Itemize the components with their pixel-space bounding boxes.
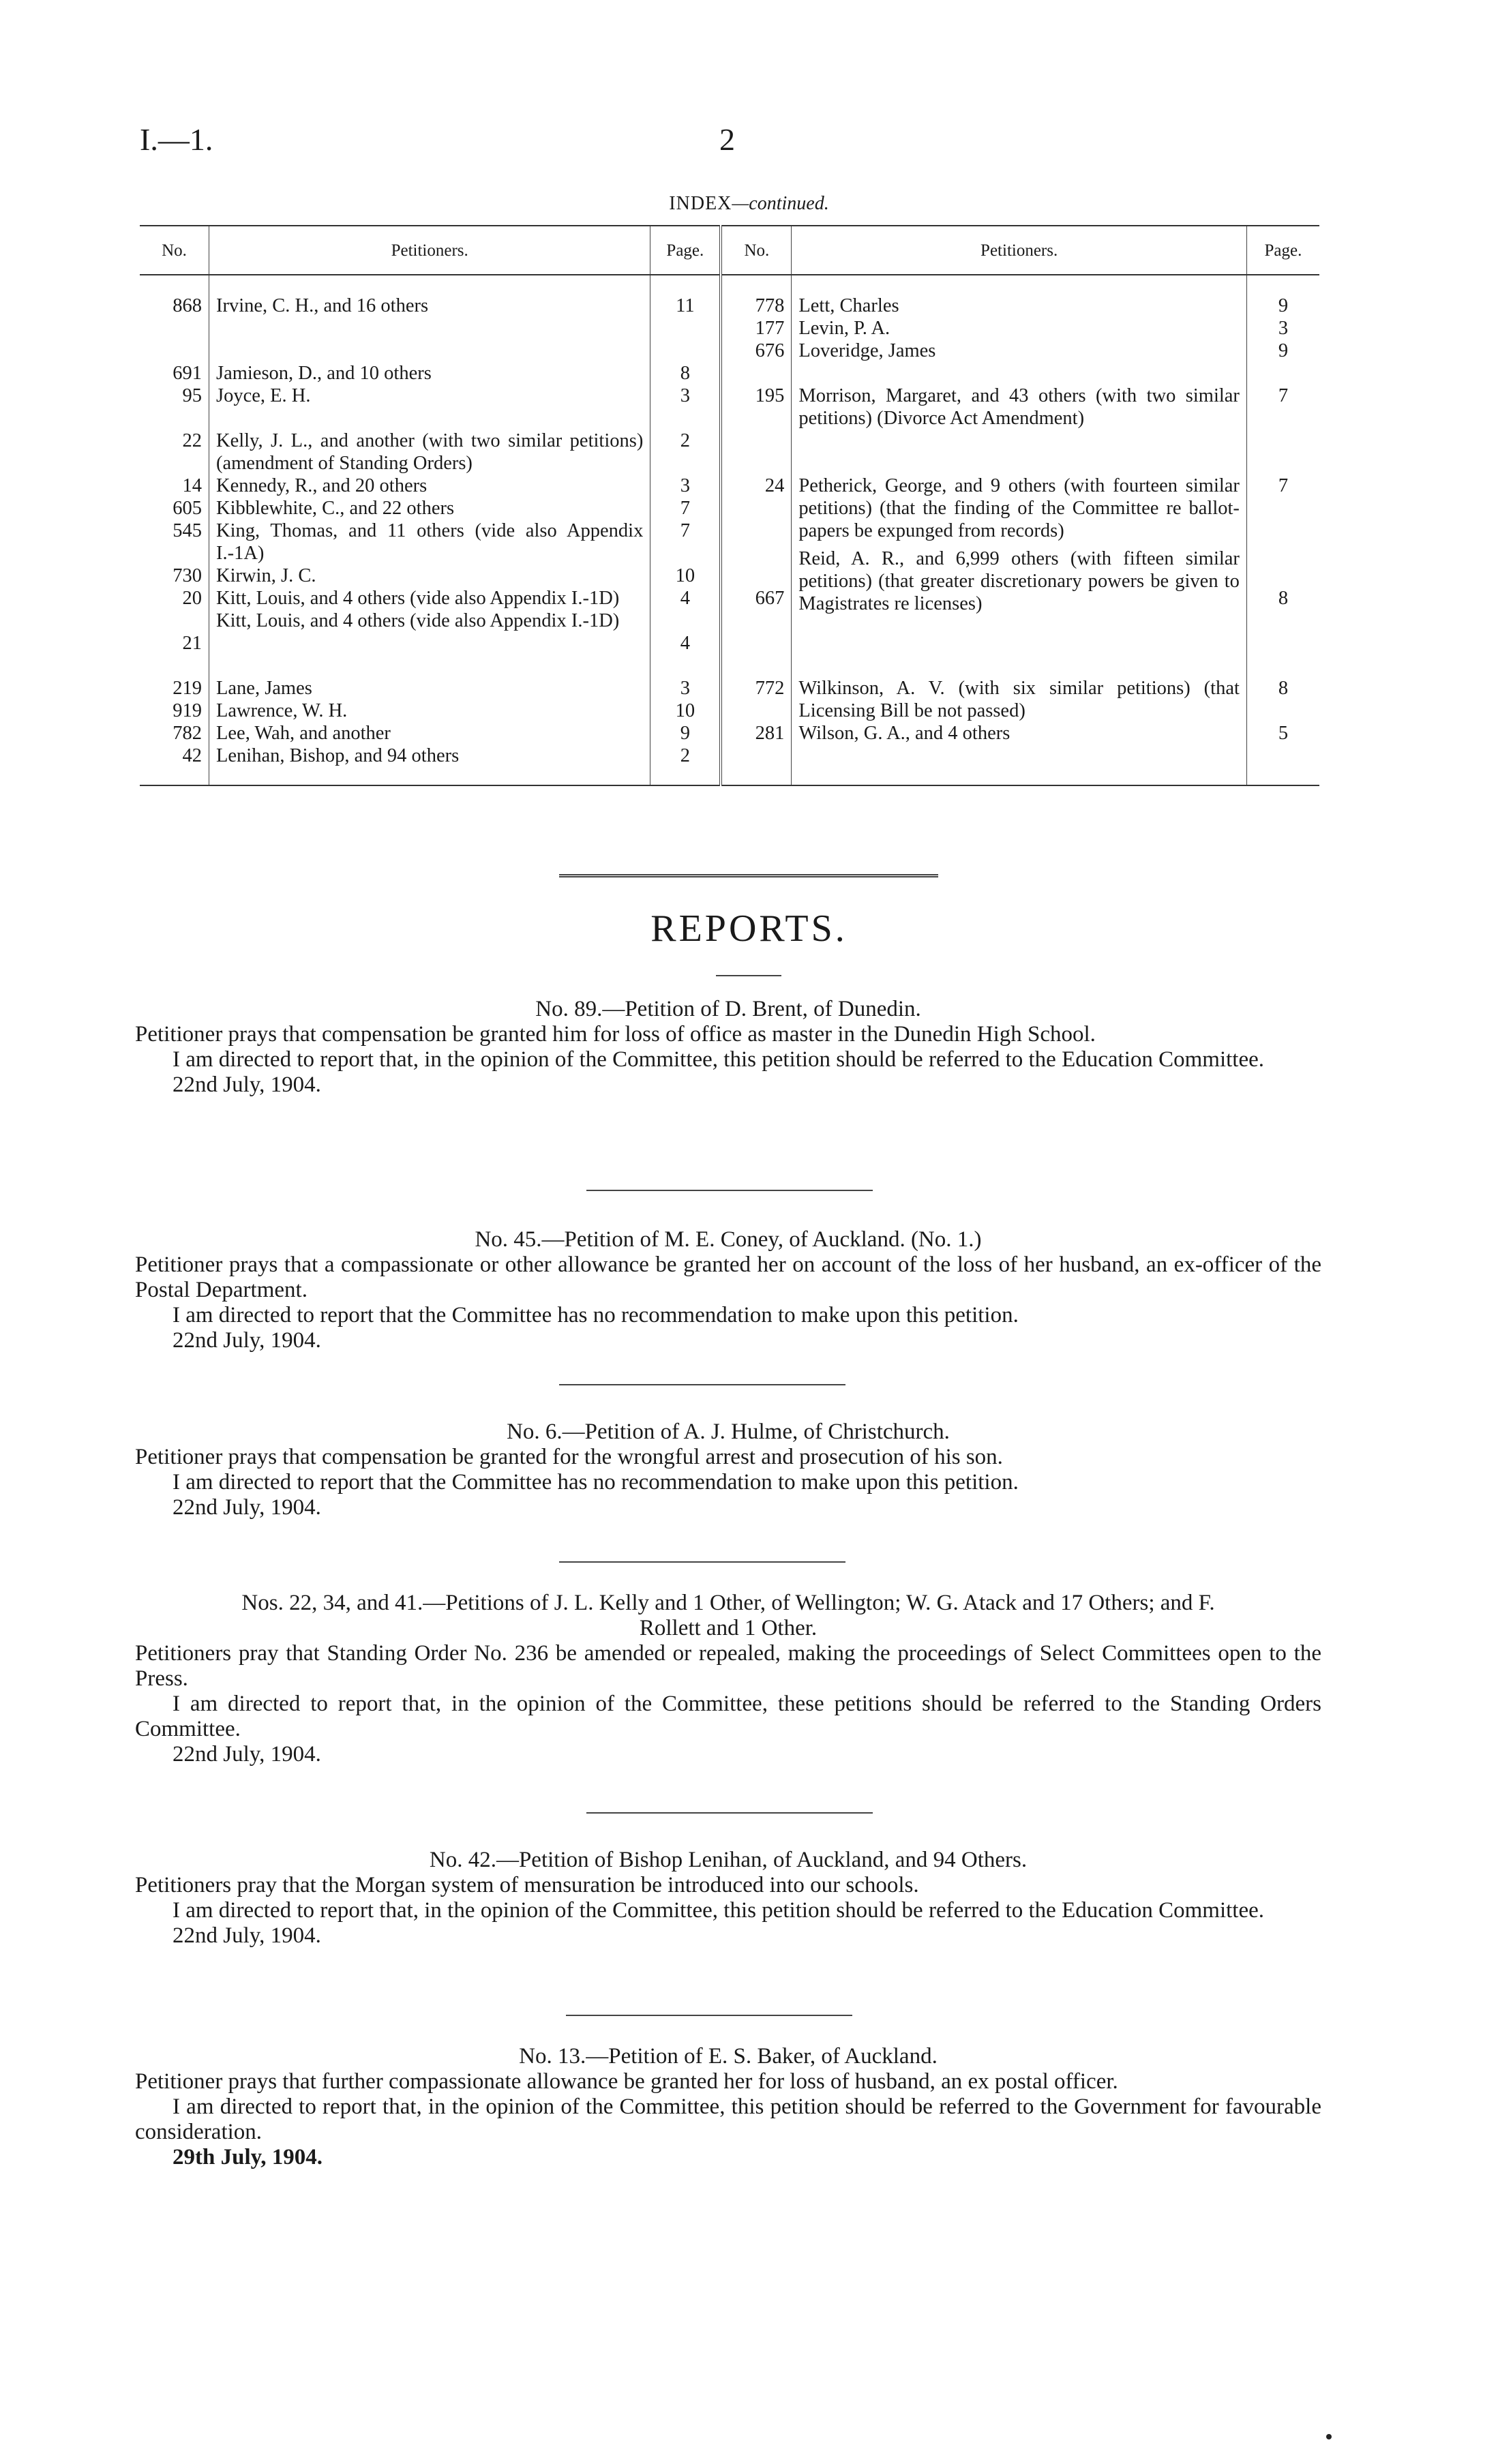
table-row — [140, 275, 1319, 362]
report-item — [135, 997, 1321, 1098]
left-page: 9 — [680, 723, 690, 744]
right-no-value: 195 — [755, 385, 785, 406]
left-petitioner: King, Thomas, and 11 others (vide also Appendix I.-1A) — [215, 520, 644, 564]
right-petitioner — [792, 362, 1247, 475]
right-petitioner: Loveridge, James — [798, 340, 936, 361]
left-petitioner: Jamieson, D., and 10 others — [215, 363, 432, 384]
report-date: 22nd July, 1904. — [173, 1923, 321, 1948]
left-petitioner: Kibblewhite, C., and 22 others — [215, 498, 455, 519]
left-no: 21 — [182, 633, 202, 654]
right-no-group — [721, 275, 792, 362]
left-page-group — [650, 655, 721, 785]
report-prayer: Petitioner prays that a compassionate or other allowance be granted her on account of the loss of her husband, an ex-officer of the Postal Department. — [135, 1252, 1321, 1302]
right-petitioner: Lett, Charles — [798, 295, 899, 316]
col-header-page: Page. — [650, 226, 721, 275]
report-text: I am directed to report that, in the opinion of the Committee, this petition should be referred to the Government for favourable consideration. — [135, 2094, 1321, 2144]
left-page: 11 — [650, 275, 721, 362]
right-page: 5 — [1278, 723, 1289, 744]
right-no: 24 — [764, 475, 785, 496]
right-no: 281 — [755, 723, 785, 744]
col-header-petitioners: Petitioners. — [209, 226, 650, 275]
report-item — [135, 1591, 1321, 1767]
right-page: 3 — [1278, 318, 1289, 339]
left-no: 20 — [182, 588, 202, 609]
right-page-value: 7 — [1278, 385, 1289, 406]
page-mark — [1326, 2434, 1332, 2439]
left-page: 3 — [680, 385, 690, 406]
right-petitioner: Levin, P. A. — [798, 318, 890, 339]
right-petitioner: Wilkinson, A. V. (with six similar petitions) (that Licensing Bill be not passed) — [798, 678, 1240, 721]
report-item — [135, 1419, 1321, 1520]
right-no: 667 — [755, 588, 785, 609]
left-petitioner: Lane, James — [215, 678, 312, 699]
left-petitioner: Kirwin, J. C. — [215, 565, 316, 586]
right-page — [1246, 362, 1319, 475]
left-petitioner: Kitt, Louis, and 4 others (vide also Appendix I.-1D) — [215, 588, 620, 609]
report-heading: No. 13.—Petition of E. S. Baker, of Auckland. — [519, 2044, 938, 2069]
report-date: 29th July, 1904. — [173, 2145, 323, 2169]
left-petitioner: Joyce, E. H. — [215, 385, 311, 406]
report-prayer: Petitioners pray that the Morgan system of mensuration be introduced into our schools. — [135, 1873, 919, 1897]
left-no: 730 — [173, 565, 202, 586]
right-petitioner-group — [792, 275, 1247, 362]
report-divider — [586, 1812, 873, 1814]
report-divider — [586, 1190, 873, 1191]
left-petitioner: Lawrence, W. H. — [215, 700, 348, 721]
right-page-group — [1246, 655, 1319, 785]
left-page: 4 — [680, 588, 690, 609]
report-heading: No. 6.—Petition of A. J. Hulme, of Christchurch. — [507, 1419, 950, 1444]
left-page: 10 — [675, 565, 695, 586]
table-row — [140, 475, 1319, 655]
left-page: 7 — [680, 520, 690, 541]
left-page: 2 — [680, 745, 690, 766]
col-header-page: Page. — [1246, 226, 1319, 275]
report-divider — [559, 1384, 845, 1385]
report-text: I am directed to report that, in the opinion of the Committee, these petitions should be referred to the Standing Orders Committee. — [135, 1692, 1321, 1741]
report-date: 22nd July, 1904. — [173, 1072, 321, 1097]
right-petitioner-value: Morrison, Margaret, and 43 others (with two similar petitions) (Divorce Act Amendment) — [798, 385, 1240, 429]
col-header-no: No. — [140, 226, 209, 275]
report-item — [135, 1848, 1321, 1949]
left-no: 219 — [173, 678, 202, 699]
left-no: 605 — [173, 498, 202, 519]
right-no: 772 — [755, 678, 785, 699]
left-page: 7 — [680, 498, 690, 519]
report-heading: Nos. 22, 34, and 41.—Petitions of J. L. Kelly and 1 Other, of Wellington; W. G. Atack and 17 Others; and F. Rollett and 1 Other. — [241, 1591, 1215, 1640]
left-page: 2 — [680, 430, 690, 451]
right-petitioner-group — [792, 475, 1247, 655]
right-no — [721, 362, 792, 475]
report-date: 22nd July, 1904. — [173, 1495, 321, 1520]
right-page-group — [1246, 275, 1319, 362]
left-petitioner-group — [209, 655, 650, 785]
index-title — [0, 193, 1498, 215]
report-heading: No. 89.—Petition of D. Brent, of Dunedin. — [535, 997, 921, 1021]
report-heading: No. 42.—Petition of Bishop Lenihan, of Auckland, and 94 Others. — [429, 1848, 1028, 1872]
table-row — [140, 655, 1319, 785]
report-divider — [566, 2015, 852, 2016]
right-no: 177 — [755, 318, 785, 339]
left-petitioner: Kitt, Louis, and 4 others (vide also Appendix I.-1D) — [215, 610, 620, 631]
left-petitioner: Kennedy, R., and 20 others — [215, 475, 428, 496]
right-no: 778 — [755, 295, 785, 316]
report-item — [135, 1227, 1321, 1353]
left-petitioner: Lenihan, Bishop, and 94 others — [215, 745, 460, 766]
right-petitioner-group — [792, 655, 1247, 785]
table-row — [140, 362, 1319, 475]
index-title-suffix: —continued. — [732, 193, 829, 214]
left-page: 4 — [680, 633, 690, 654]
left-page: 3 — [680, 678, 690, 699]
left-no: 14 — [182, 475, 202, 496]
left-no-group — [140, 475, 209, 655]
right-no-group — [721, 655, 792, 785]
right-page: 8 — [1278, 678, 1289, 699]
right-page: 7 — [1278, 475, 1289, 496]
report-date: 22nd July, 1904. — [173, 1742, 321, 1767]
left-petitioner: Kelly, J. L., and another (with two similar petitions) (amendment of Standing Orders) — [215, 430, 644, 474]
right-page: 9 — [1278, 295, 1289, 316]
report-prayer: Petitioners pray that Standing Order No. 236 be amended or repealed, making the proceedings of Select Committees open to the Press. — [135, 1641, 1321, 1691]
page-number: 2 — [719, 122, 735, 157]
index-header-row — [140, 226, 1319, 275]
col-header-no: No. — [721, 226, 792, 275]
report-text: I am directed to report that the Committee has no recommendation to make upon this petition. — [173, 1303, 1019, 1327]
left-no-group — [140, 362, 209, 475]
left-page-group — [650, 362, 721, 475]
right-no-group — [721, 475, 792, 655]
left-page-group — [650, 475, 721, 655]
left-no: 782 — [173, 723, 202, 744]
left-petitioner: Irvine, C. H., and 16 others — [209, 275, 650, 362]
left-no: 691 — [173, 363, 202, 384]
reports-title: REPORTS. — [650, 907, 848, 950]
right-no: 676 — [755, 340, 785, 361]
right-petitioner: Reid, A. R., and 6,999 others (with fifteen similar petitions) (that greater discretionary powers be given to Magistrates re licenses) — [798, 548, 1240, 614]
left-no: 42 — [182, 745, 202, 766]
left-petitioner: Lee, Wah, and another — [215, 723, 391, 744]
left-page: 3 — [680, 475, 690, 496]
report-text: I am directed to report that the Committee has no recommendation to make upon this petition. — [173, 1470, 1019, 1494]
report-prayer: Petitioner prays that compensation be granted for the wrongful arrest and prosecution of his son. — [135, 1445, 1003, 1469]
left-no: 919 — [173, 700, 202, 721]
report-text: I am directed to report that, in the opinion of the Committee, this petition should be referred to the Education Committee. — [173, 1898, 1265, 1923]
report-heading: No. 45.—Petition of M. E. Coney, of Auckland. (No. 1.) — [475, 1227, 982, 1252]
document-reference: I.—1. — [140, 122, 213, 157]
report-prayer: Petitioner prays that further compassionate allowance be granted her for loss of husband, an ex postal officer. — [135, 2069, 1118, 2094]
section-divider — [559, 874, 938, 877]
left-no: 95 — [182, 385, 202, 406]
report-prayer: Petitioner prays that compensation be granted him for loss of office as master in the Dunedin High School. — [135, 1022, 1096, 1047]
left-no-group — [140, 655, 209, 785]
left-page: 10 — [675, 700, 695, 721]
right-petitioner: Petherick, George, and 9 others (with fourteen similar petitions) (that the finding of the Committee re ballot-papers be expunged from records) — [798, 475, 1240, 541]
report-item — [135, 2044, 1321, 2170]
report-date: 22nd July, 1904. — [173, 1328, 321, 1353]
right-page-group — [1246, 475, 1319, 655]
left-no: 545 — [173, 520, 202, 541]
col-header-petitioners: Petitioners. — [792, 226, 1247, 275]
index-title-text: INDEX — [669, 193, 732, 214]
left-petitioner-group — [209, 475, 650, 655]
left-page: 8 — [680, 363, 690, 384]
left-no: 868 — [140, 275, 209, 362]
title-rule — [716, 975, 781, 976]
report-divider — [559, 1561, 845, 1563]
right-petitioner: Wilson, G. A., and 4 others — [798, 723, 1010, 744]
left-no: 22 — [182, 430, 202, 451]
right-page: 9 — [1278, 340, 1289, 361]
right-page: 8 — [1278, 588, 1289, 609]
petitioners-index-table — [140, 225, 1319, 786]
left-petitioner-group — [209, 362, 650, 475]
report-text: I am directed to report that, in the opinion of the Committee, this petition should be referred to the Education Committee. — [173, 1047, 1265, 1072]
